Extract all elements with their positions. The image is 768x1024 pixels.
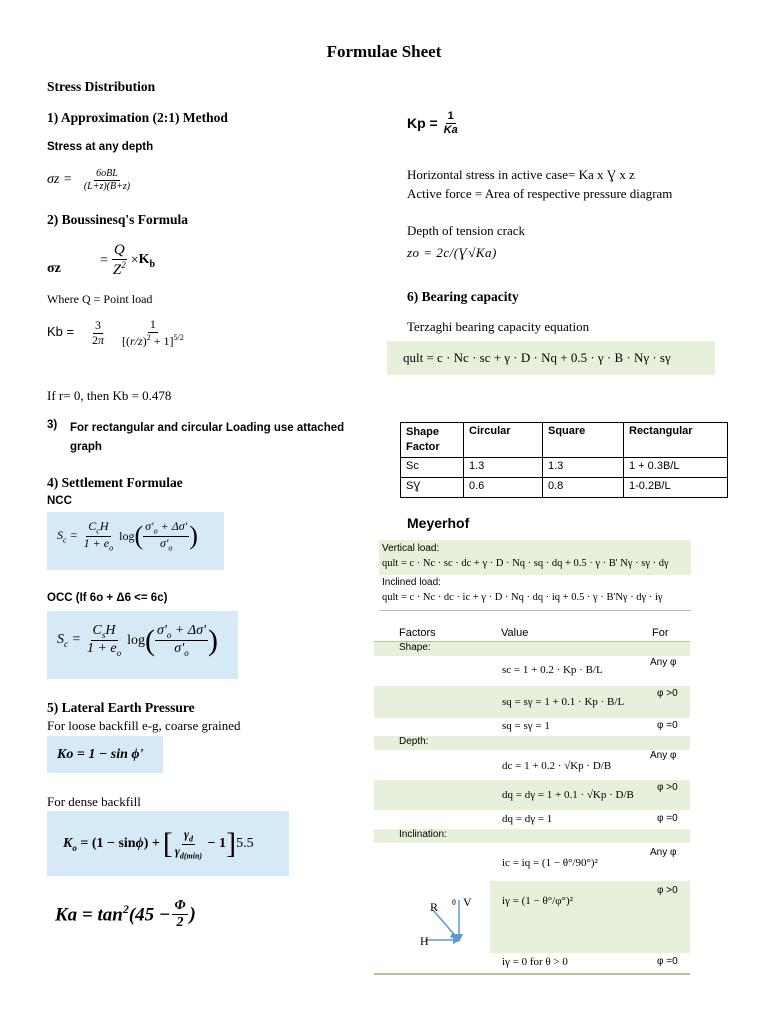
- for-header: For: [652, 627, 669, 639]
- terzaghi-label: Terzaghi bearing capacity equation: [407, 319, 590, 334]
- table-cell: 1-0.2B/L: [624, 478, 728, 498]
- inclined-load-box: [379, 576, 691, 610]
- factor-condition: Any φ: [650, 657, 677, 668]
- factor-condition: Any φ: [650, 750, 677, 761]
- factor-row: [374, 718, 690, 735]
- sigma-z-numerator: 6oBL: [96, 168, 118, 179]
- diagram-label: H: [420, 934, 429, 948]
- rect-circular-heading: For rectangular and circular Loading use attached graph: [70, 422, 345, 453]
- ncc-label: NCC: [47, 495, 72, 507]
- boussinesq-heading: 2) Boussinesq's Formula: [47, 212, 189, 227]
- diagram-label: θ: [452, 898, 456, 907]
- table-header-row: [401, 423, 728, 458]
- factor-value: dc = 1 + 0.2 · √Kp · D/B: [502, 760, 612, 772]
- factor-condition: φ >0: [657, 688, 678, 699]
- factors-header: Factors: [399, 627, 436, 639]
- if-r-zero-note: If r= 0, then Kb = 0.478: [47, 388, 172, 403]
- factor-condition: φ >0: [657, 782, 678, 793]
- table-cell: Sc: [401, 458, 464, 478]
- inclined-load-label: Inclined load:: [382, 577, 441, 588]
- settlement-heading: 4) Settlement Formulae: [47, 475, 183, 490]
- shape-group-row: [374, 642, 690, 656]
- factor-condition: φ =0: [657, 720, 678, 731]
- factor-condition: φ >0: [657, 885, 678, 896]
- depth-group-label: Depth:: [399, 736, 429, 747]
- table-cell: 1 + 0.3B/L: [624, 458, 728, 478]
- inclination-group-row: [374, 829, 690, 843]
- factor-value: iγ = 0 for θ > 0: [502, 956, 568, 968]
- ncc-formula-box: $S_c$ = $\frac{C_cH}{1 + e_o}$ log ( $\frac{\sigma'_o + \Delta\sigma'}{\sigma'_o}$ ): [47, 512, 224, 570]
- tension-crack-label: Depth of tension crack: [407, 223, 526, 238]
- kb-formula: $\frac{3}{2\pi}$ $\frac{1}{[(r/z)^2 + 1]^{5/2}}$: [92, 317, 184, 348]
- occ-formula-box: $S_c$ = $\frac{C_sH}{1 + e_o}$ log ( $\frac{\sigma'_o + \Delta\sigma'}{\sigma'_o}$ ): [47, 611, 238, 679]
- stress-at-depth-label: Stress at any depth: [47, 141, 154, 153]
- value-header: Value: [501, 627, 529, 639]
- loose-backfill-label: For loose backfill e-g, coarse grained: [47, 718, 241, 733]
- factor-value: iγ = (1 − θ°/φ°)²: [502, 895, 573, 907]
- terzaghi-equation-box: [387, 341, 715, 375]
- boussinesq-lhs: σz: [47, 261, 61, 276]
- table-header-cell: Square: [543, 423, 624, 458]
- stress-distribution-heading: Stress Distribution: [47, 79, 156, 94]
- table-cell: 0.6: [464, 478, 543, 498]
- factor-value: sc = 1 + 0.2 · Kp · B/L: [502, 664, 603, 676]
- sigma-z-lhs: σz =: [47, 172, 73, 188]
- approximation-heading: 1) Approximation (2:1) Method: [47, 110, 228, 125]
- factor-value: sq = sγ = 1: [502, 720, 550, 732]
- sigma-z-formula: [47, 168, 132, 192]
- factor-value: dq = dγ = 1: [502, 813, 553, 825]
- shape-factor-table: [400, 422, 728, 498]
- horizontal-stress-text: Horizontal stress in active case= Ka x Ɣ x z: [407, 167, 635, 182]
- factor-row: [374, 953, 690, 973]
- rect-heading-number: 3): [47, 419, 58, 431]
- factor-condition: φ =0: [657, 956, 678, 967]
- inclined-load-equation: qult = c · Nc · dc · ic + γ · D · Nq · dq · iq + 0.5 · γ · B'Nγ · dγ · iγ: [382, 592, 663, 603]
- factor-value: sq = sγ = 1 + 0.1 · Kp · B/L: [502, 696, 625, 708]
- factor-value: ic = iq = (1 − θ°/90°)²: [502, 857, 598, 869]
- vertical-load-equation: qult = c · Nc · sc · dc + γ · D · Nq · sq · dq + 0.5 · γ · B' Nγ · sγ · dγ: [382, 558, 669, 569]
- table-header-cell: Rectangular: [624, 423, 728, 458]
- zo-formula: zo = 2c/(Ɣ√Ka): [407, 245, 497, 260]
- vertical-load-label: Vertical load:: [382, 543, 440, 554]
- factor-row: [374, 810, 690, 828]
- factor-row: [374, 686, 690, 718]
- factor-row: [490, 881, 690, 953]
- page-title: Formulae Sheet: [326, 42, 442, 61]
- ka-formula: $Ka = \tan^2(45$ − $\frac{\Phi}{2}$ ): [55, 898, 196, 931]
- diagram-label: V: [463, 895, 472, 909]
- meyerhof-heading: Meyerhof: [407, 515, 470, 531]
- table-cell: SƔ: [401, 478, 464, 498]
- load-inclination-diagram: [405, 888, 485, 950]
- table-cell: 0.8: [543, 478, 624, 498]
- table-row: [401, 478, 728, 498]
- dense-backfill-label: For dense backfill: [47, 794, 141, 809]
- kb-lhs: Kb =: [47, 324, 75, 339]
- inclination-group-label: Inclination:: [399, 829, 447, 840]
- active-force-text: Active force = Area of respective pressure diagram: [407, 186, 673, 201]
- table-row: [401, 458, 728, 478]
- factor-condition: Any φ: [650, 847, 677, 858]
- table-header-cell: Circular: [464, 423, 543, 458]
- ko-dense-formula-box: $K_o$ = (1 − sin ϕ ) + [ $\frac{\gamma_d}{\gamma_{d(min)}}$ − 1 ] 5.5: [47, 811, 289, 876]
- where-q-label: Where Q = Point load: [47, 292, 153, 306]
- ko-loose-formula: Ko = 1 − sin ϕ': [47, 736, 163, 773]
- depth-group-row: [374, 736, 690, 750]
- sigma-z-denominator: (L+z)(B+z): [83, 180, 131, 192]
- q-ult-equation: qult = c · Nc · sc + γ · D · Nq + 0.5 · γ · B · Nγ · sγ: [403, 350, 671, 365]
- factor-condition: φ =0: [657, 813, 678, 824]
- factor-value: dq = dγ = 1 + 0.1 · √Kp · D/B: [502, 789, 634, 801]
- shape-group-label: Shape:: [399, 642, 431, 653]
- table-header-cell: Shape Factor: [401, 423, 464, 458]
- boussinesq-formula: = $\frac{Q}{Z^2}$ × $K_b$: [100, 242, 156, 279]
- kp-formula: Kp = $\frac{1}{Ka}$: [407, 110, 458, 136]
- bearing-capacity-heading: 6) Bearing capacity: [407, 289, 519, 304]
- vertical-load-box: [379, 540, 691, 575]
- table-cell: 1.3: [543, 458, 624, 478]
- occ-label: OCC (If 6o + Δ6 <= 6c): [47, 592, 168, 604]
- diagram-label: R: [430, 900, 439, 914]
- factor-row: [374, 843, 690, 881]
- lateral-earth-pressure-heading: 5) Lateral Earth Pressure: [47, 700, 195, 715]
- factor-row: [374, 780, 690, 810]
- factor-row: [374, 750, 690, 780]
- table-cell: 1.3: [464, 458, 543, 478]
- factor-row: [374, 656, 690, 686]
